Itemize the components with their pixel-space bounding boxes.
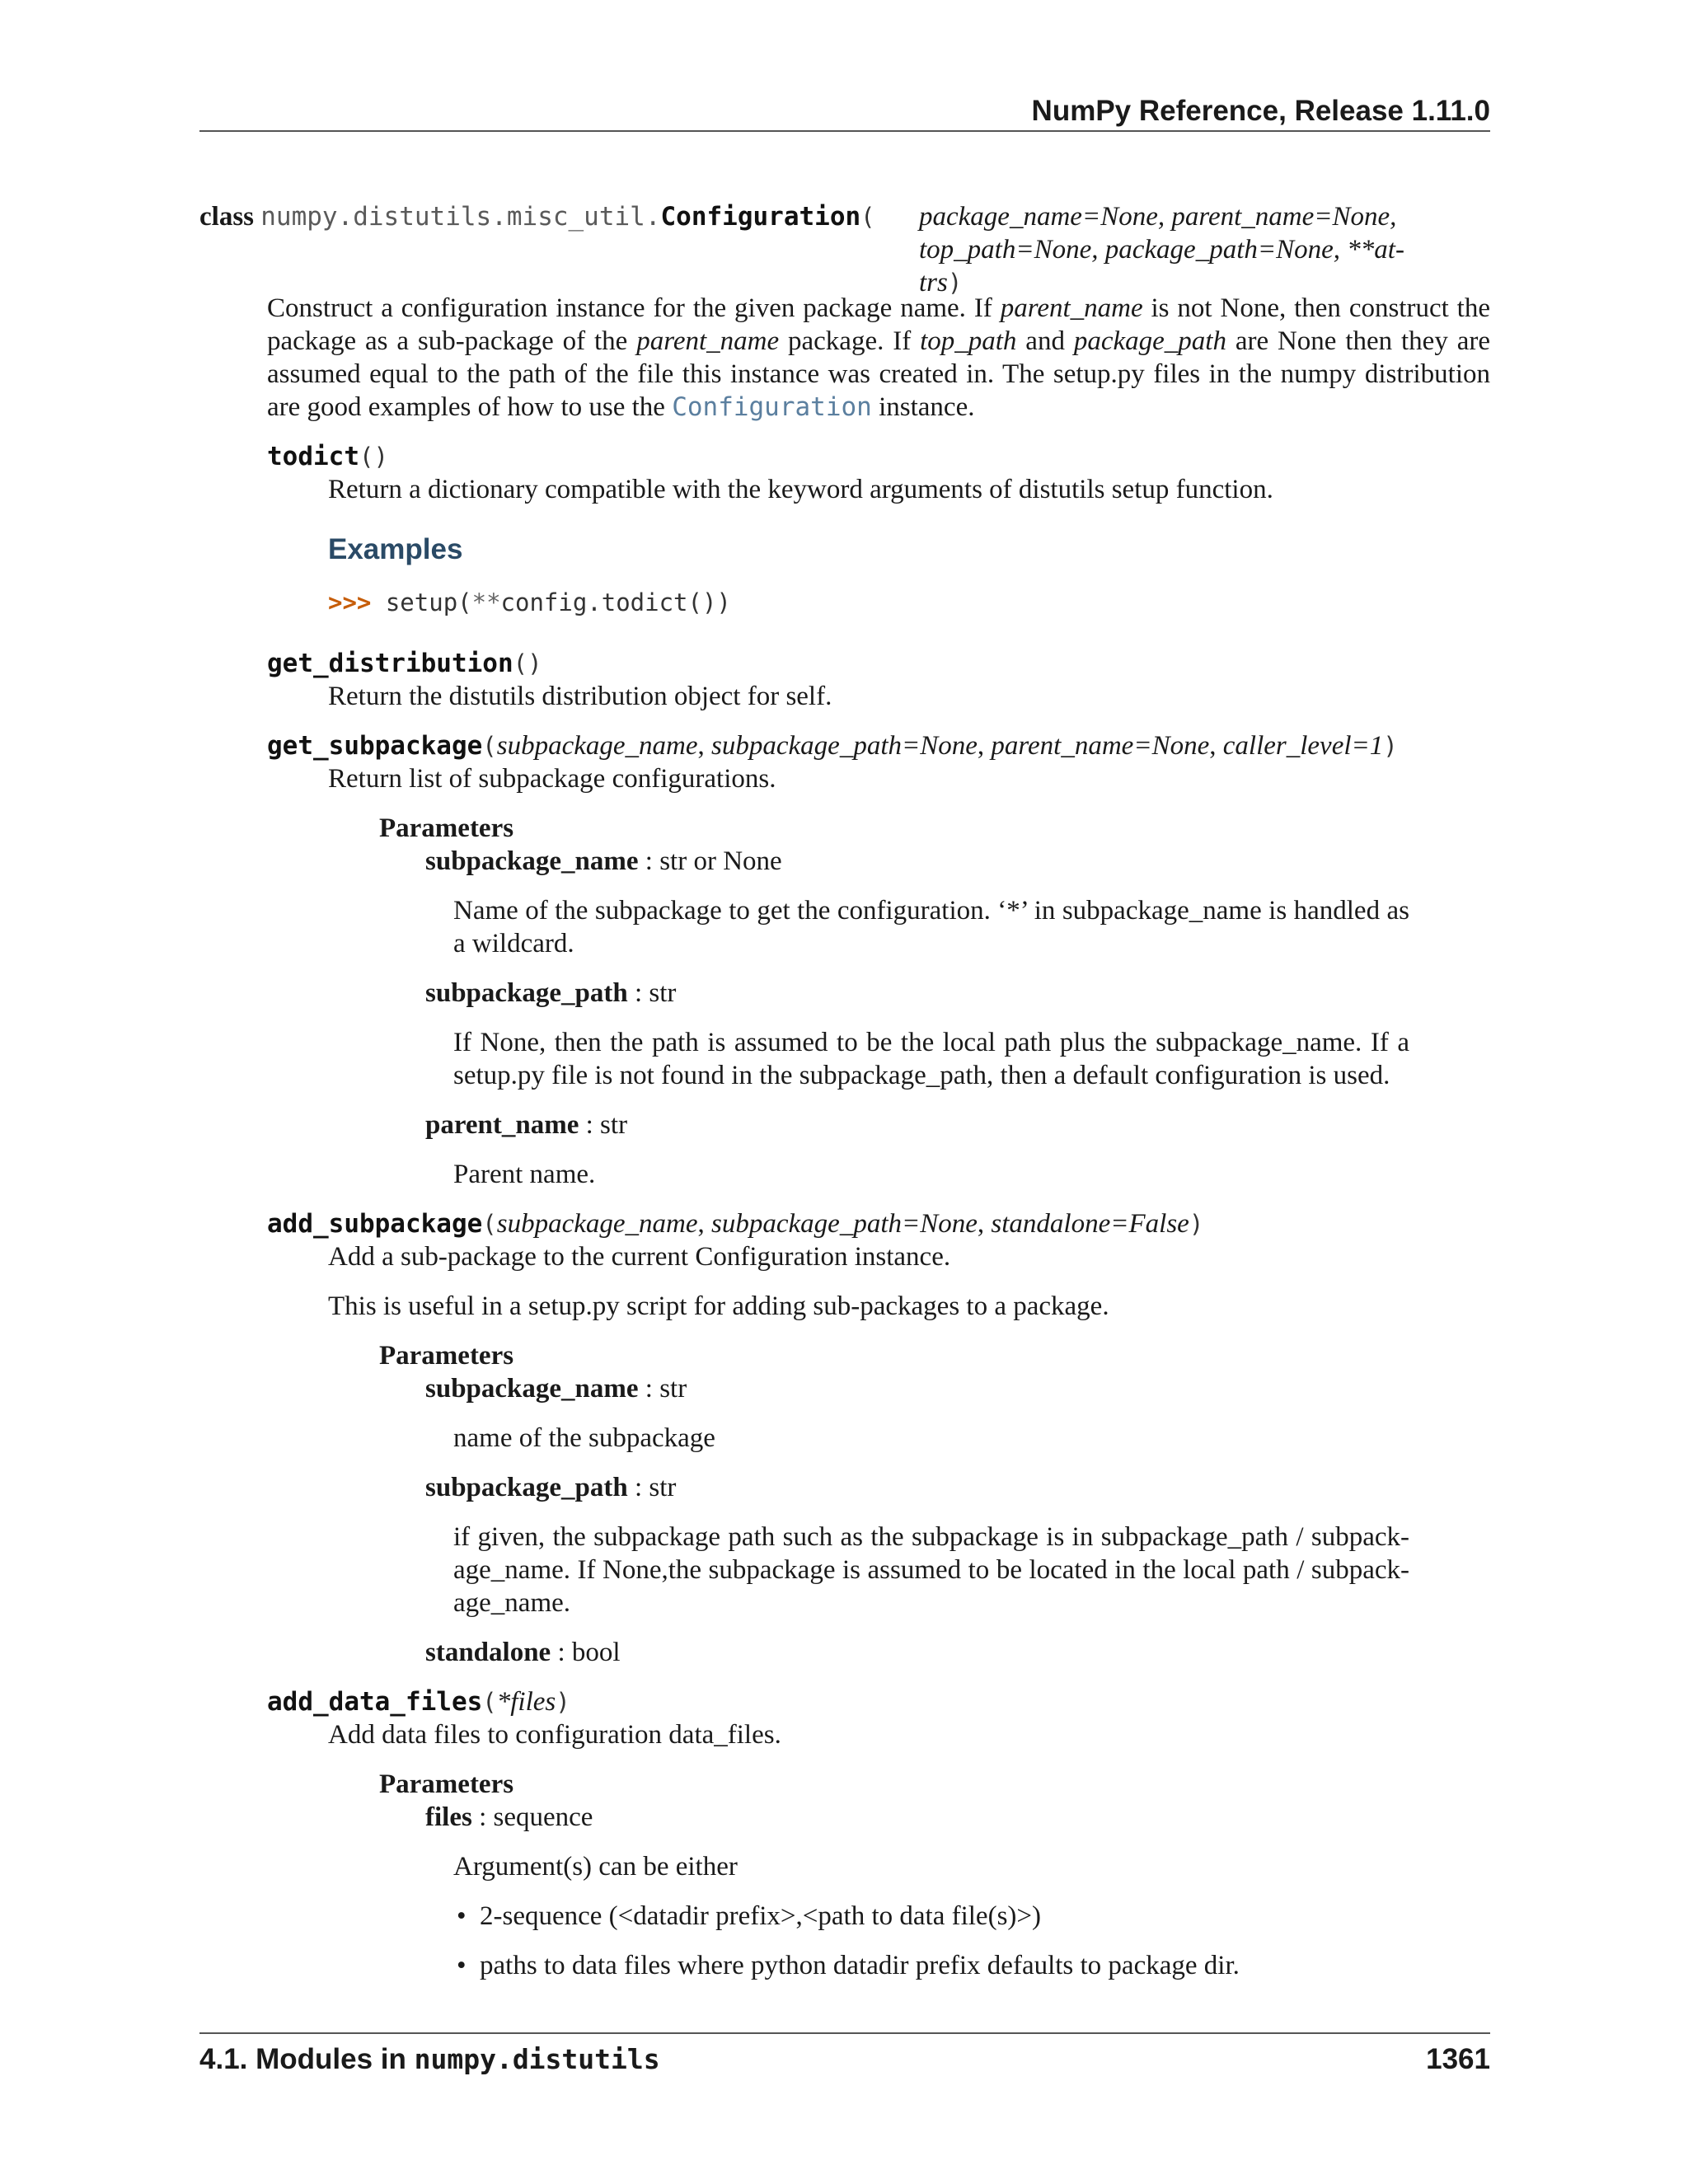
- example-code: >>> setup(**config.todict()): [328, 588, 731, 616]
- list-item: • paths to data files where python datadir prefix defaults to package dir.: [453, 1949, 1409, 1982]
- class-description: Construct a configuration instance for the given package name. If parent_name is not None, then construct the package as a sub-package of the parent_name package. If top_path and package_path are None then they are assumed equal to the path of the file this instance was created in. The setup.py files in the numpy distribution are good examples of how to use the Configuration instance.: [267, 293, 1490, 422]
- running-header: NumPy Reference, Release 1.11.0: [1031, 95, 1490, 127]
- param-add-subpackage-path-desc: if given, the subpackage path such as the subpackage is in subpackage_path / subpack- age_name. If None,the subpackage is assumed to be located in the local path / subpack- age_name.: [453, 1522, 1409, 1618]
- param-subpackage-path-desc: If None, then the path is assumed to be the local path plus the subpackage_name. If a setup.py file is not found in the subpackage_path, then a default configuration is used.: [453, 1028, 1409, 1090]
- footer-module: numpy.distutils: [414, 2043, 660, 2075]
- header-rule: [199, 130, 1490, 132]
- add-subpackage-params-label: Parameters: [379, 1341, 514, 1371]
- param-parent-name: parent_name : str: [425, 1110, 628, 1140]
- todict-description: Return a dictionary compatible with the keyword arguments of distutils setup function.: [328, 475, 1273, 504]
- get-subpackage-params-label: Parameters: [379, 813, 514, 843]
- get-subpackage-name: get_subpackage: [267, 731, 483, 761]
- get-subpackage-description: Return list of subpackage configurations.: [328, 764, 776, 794]
- get-distribution-signature: get_distribution(): [267, 649, 542, 678]
- param-subpackage-name: subpackage_name : str or None: [425, 846, 782, 876]
- add-subpackage-name: add_subpackage: [267, 1209, 483, 1239]
- class-signature: class numpy.distutils.misc_util.Configuration(: [199, 202, 875, 232]
- get-distribution-description: Return the distutils distribution object for self.: [328, 682, 832, 711]
- param-add-subpackage-name: subpackage_name : str: [425, 1374, 687, 1404]
- footer-section: 4.1. Modules in numpy.distutils: [199, 2043, 660, 2075]
- class-args-text: package_name=None, parent_name=None, top_path=None, package_path=None, **at- trs: [919, 202, 1404, 298]
- add-data-files-signature: add_data_files(*files): [267, 1687, 570, 1717]
- add-subpackage-description-2: This is useful in a setup.py script for adding sub-packages to a package.: [328, 1291, 1109, 1321]
- get-distribution-name: get_distribution: [267, 649, 513, 678]
- param-subpackage-path: subpackage_path : str: [425, 978, 677, 1008]
- todict-name: todict: [267, 442, 359, 471]
- list-item: • 2-sequence (<datadir prefix>,<path to data file(s)>): [453, 1900, 1409, 1933]
- param-files: files : sequence: [425, 1802, 593, 1832]
- param-add-subpackage-name-desc: name of the subpackage: [453, 1423, 715, 1453]
- add-data-files-name: add_data_files: [267, 1687, 483, 1717]
- class-module-path: numpy.distutils.misc_util.: [260, 202, 661, 232]
- todict-signature: todict(): [267, 442, 388, 471]
- footer-rule: [199, 2032, 1490, 2034]
- code-prompt: >>>: [328, 588, 372, 616]
- param-parent-name-desc: Parent name.: [453, 1160, 596, 1189]
- add-data-files-description: Add data files to configuration data_files.: [328, 1720, 781, 1750]
- examples-heading: Examples: [328, 533, 463, 565]
- files-bullet-list: [453, 1900, 1409, 1999]
- class-keyword: class: [199, 202, 254, 232]
- add-subpackage-description: Add a sub-package to the current Configuration instance.: [328, 1242, 951, 1272]
- param-files-desc: Argument(s) can be either: [453, 1852, 738, 1882]
- param-standalone: standalone : bool: [425, 1638, 621, 1667]
- add-data-files-params-label: Parameters: [379, 1769, 514, 1799]
- class-signature-args: package_name=None, parent_name=None, top_path=None, package_path=None, **at- trs): [919, 202, 1404, 298]
- get-subpackage-signature: get_subpackage(subpackage_name, subpackage_path=None, parent_name=None, caller_level=1): [267, 731, 1398, 761]
- add-subpackage-signature: add_subpackage(subpackage_name, subpackage_path=None, standalone=False): [267, 1209, 1204, 1239]
- configuration-link[interactable]: Configuration: [672, 392, 872, 422]
- page-number: 1361: [1426, 2043, 1490, 2075]
- param-add-subpackage-path: subpackage_path : str: [425, 1473, 677, 1502]
- class-name: Configuration: [660, 202, 861, 232]
- param-subpackage-name-desc: Name of the subpackage to get the configuration. ‘*’ in subpackage_name is handled as a wildcard.: [453, 896, 1409, 958]
